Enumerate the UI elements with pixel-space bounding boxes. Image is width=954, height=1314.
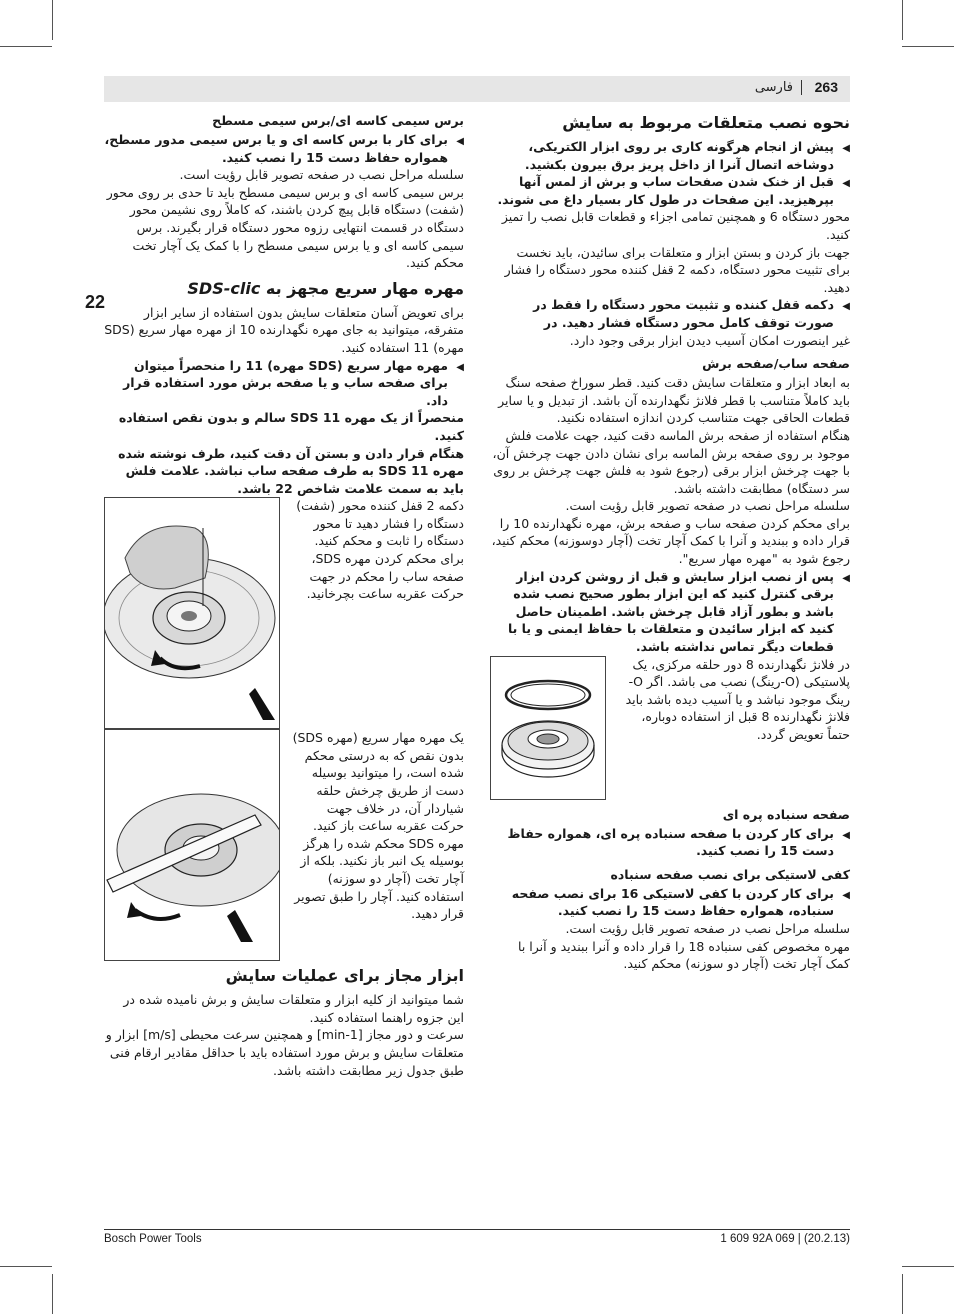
- paragraph: برس سیمی کاسه ای و برس سیمی مسطح باید تا حدی بر روی محور (شفت) دستگاه قابل پیچ کردن باشند، که کاملاً روی نشیمن محور دستگاه در قسمت انتهایی رزوه محور دستگاه قرار بگیرند. برس سیمی کاسه ای و یا برس سیمی مسطح را با کمک یک آچار تخت محکم کنید.: [106, 184, 464, 271]
- arrow-icon: ◀: [842, 829, 850, 841]
- warning-bullet: [490, 885, 850, 920]
- paragraph: مهره مخصوص کفی سنباده 18 را قرار داده و آنرا ببندید و آنرا با کمک آچار تخت (آچار دو سوزنه) محکم کنید.: [518, 938, 850, 972]
- paragraph: غیر اینصورت امکان آسیب دیدن ابزار برقی وجود دارد.: [569, 332, 850, 348]
- bullet-text: پیش از انجام هرگونه کاری بر روی ابزار الکتریکی، دوشاخه اتصال آنرا از داخل پریز برق بیرون بکشید.: [524, 139, 834, 172]
- crop-mark: [902, 46, 954, 47]
- bullet-text: قبل از خنک شدن صفحات ساب و برش از لمس آنها بپرهیزید. این صفحات در طول کار بسیار داغ می شوند.: [497, 174, 834, 207]
- warning-bullet: [490, 173, 850, 208]
- paragraph: محور دستگاه 6 و همچنین تمامی اجزاء و قطعات قابل نصب را تمیز کنید.: [501, 209, 850, 242]
- warning-bullet: [490, 138, 850, 173]
- left-column: [84, 112, 464, 1079]
- crop-mark: [0, 1266, 52, 1267]
- crop-mark: [902, 1266, 954, 1267]
- bullet-text: مهره مهار سریع (SDS مهره) 11 را منحصراً میتوان برای صفحه ساب و یا صفحه برش مورد استفاده قرار داد.: [123, 357, 448, 408]
- bullet-text: برای کار کردن با کفی لاستیکی 16 برای نصب صفحه سنباده، همواره حفاظ دست 15 را نصب کنید.: [511, 885, 834, 919]
- footer-divider: [104, 1229, 850, 1230]
- page-number: 263: [814, 79, 838, 95]
- figure-caption: یک مهره مهار سریع (مهره SDS) بدون نقص که به درستی محکم شده است، را میتوانید بوسیله دست از طریق چرخش حلقه شیاردار آن، در خلاف جهت حرکت عقربه ساعت باز کنید. مهره SDS محکم شده را هرگز بوسیله یک انبر باز نکنید. بلکه از آچار تخت (آچار دو سوزنه) استفاده کنید. آچار را طبق تصویر قرار دهید.: [292, 730, 464, 922]
- subheading: کفی لاستیکی برای نصب صفحه سنباده: [610, 866, 850, 882]
- bullet-text: پس از نصب ابزار سایش و قبل از روشن کردن ابزار برقی کنترل کنید که این ابزار بطور صحیح نصب شده باشد و بطور آزاد قابل چرخش باشد. اطمینان حاصل کنید که ابزار سائیدن و متعلقات با حفاظ ایمنی و یا با قطعات دیگر تماس نداشته باشد.: [507, 568, 834, 655]
- paragraph: برای تعویض آسان متعلقات سایش بدون استفاده از سایر ابزار متفرقه، میتوانید به جای مهره نگهدارنده 10 از مهره مهار سریع (SDS مهره) 11 استفاده کنید.: [104, 304, 464, 355]
- paragraph: سلسله مراحل نصب در صفحه تصویر قابل رؤیت است.: [179, 167, 464, 183]
- bullet-text: برای کار با برس کاسه ای و یا برس سیمی مدور مسطح، همواره حفاظ دست 15 را نصب کنید.: [104, 132, 448, 165]
- paragraph: منحصراً از یک مهره SDS 11 سالم و بدون نقص استفاده کنید.: [118, 410, 464, 443]
- crop-mark: [52, 0, 53, 40]
- warning-bullet: [490, 825, 850, 860]
- paragraph: سلسله مراحل نصب در صفحه تصویر قابل رؤیت است.: [565, 498, 850, 514]
- figure-caption: در فلانژ نگهدارنده 8 دور حلقه مرکزی، یک پلاستیکی (O-رینگ) نصب می باشد. اگر O-رینگ موجود نباشد و یا آسیب دیده باشد باید فلانژ نگهدارنده 8 قبل از استفاده دوباره، حتماً تعویض گردد.: [625, 656, 850, 742]
- page-header: [104, 76, 850, 102]
- arrow-icon: ◀: [842, 572, 850, 584]
- crop-mark: [902, 0, 903, 40]
- arrow-icon: ◀: [842, 143, 850, 154]
- arrow-icon: ◀: [456, 361, 464, 373]
- arrow-icon: ◀: [842, 178, 850, 190]
- paragraph: برای محکم کردن صفحه ساب و صفحه برش، مهره نگهدارنده 10 را قرار داده و ببندید و آنرا با کمک آچار تخت (آچار دوسوزنه) محکم کنید، رجوع شود به "مهره مهار سریع".: [491, 515, 850, 567]
- warning-bullet: [104, 131, 464, 166]
- right-column: [490, 112, 850, 973]
- sds-loosen-figure: [104, 729, 280, 961]
- paragraph: هنگام استفاده از صفحه برش الماسه دقت کنید، جهت علامت فلش موجود بر روی صفحه برش الماسه برای نشان دادن جهت چرخش آن، با جهت چرخش ابزار برقی (رجوع شود به فلش جهت چرخش بر روی سر دستگاه) مطابقت داشته باشد.: [492, 427, 850, 496]
- wrench-illustration: [105, 730, 279, 960]
- grinder-illustration: [105, 498, 279, 728]
- arrow-icon: ◀: [456, 136, 464, 147]
- arrow-icon: ◀: [842, 889, 850, 901]
- paragraph: جهت باز کردن و بستن ابزار و متعلقات برای سائیدن، باید نخست برای تثبیت محور دستگاه، دکمه 2 قفل کننده محور دستگاه را فشار دهید.: [504, 244, 850, 295]
- reference-number-22: 22: [84, 292, 105, 313]
- warning-bullet: [490, 296, 850, 331]
- warning-bullet: [490, 568, 850, 656]
- figure-caption: دکمه 2 قفل کننده محور (شفت) دستگاه را فشار دهید تا محور دستگاه را ثابت و محکم کنید. برای محکم کردن مهره SDS، صفحه ساب را محکم در جهت حرکت عقربه ساعت بچرخانید.: [296, 498, 464, 602]
- sds-tighten-figure: [84, 292, 280, 729]
- paragraph: شما میتوانید از کلیه ابزار و متعلقات سایش و برش نامیده شده در این جزوه راهنما استفاده کنید.: [123, 992, 464, 1025]
- paragraph: هنگام قرار دادن و بستن آن دقت کنید، طرف نوشته شده مهره SDS 11 به طرف صفحه ساب نباشد. علامت فلش باید به سمت علامت شاخص 22 باشد.: [118, 445, 464, 496]
- paragraph: سرعت و دور مجاز [min-1] و همچنین سرعت محیطی [m/s] ابزار و متعلقات سایش و برش مورد استفاده باید با حداقل مقادیر ارقام فنی طبق جدول زیر مطابقت داشته باشد.: [105, 1027, 464, 1078]
- subheading: صفحه سنباده پره ای: [722, 806, 850, 822]
- arrow-icon: ◀: [842, 301, 850, 313]
- crop-mark: [52, 1274, 53, 1314]
- bullet-text: دکمه قفل کننده و تثبیت محور دستگاه را فقط در صورت توقف کامل محور دستگاه فشار دهید. در: [533, 297, 834, 330]
- section-title: ابزار مجاز برای عملیات سایش: [225, 966, 464, 986]
- crop-mark: [0, 46, 52, 47]
- subheading: برس سیمی کاسه ای/برس سیمی مسطح: [212, 113, 464, 128]
- figure-row: [104, 729, 464, 961]
- subheading: صفحه ساب/صفحه برش: [702, 356, 850, 372]
- bullet-text: برای کار کردن با صفحه سنباده پره ای، همواره حفاظ دست 15 را نصب کنید.: [507, 825, 834, 859]
- flange-oring-figure: [490, 656, 606, 800]
- footer-doc-id: 1 609 92A 069 | (20.2.13): [720, 1233, 850, 1245]
- paragraph: سلسله مراحل نصب در صفحه تصویر قابل رؤیت است.: [565, 921, 850, 936]
- sds-clic-logo: SDS-clic: [187, 278, 261, 298]
- header-language: فارسی: [755, 80, 802, 95]
- crop-mark: [902, 1274, 903, 1314]
- figure-row: [490, 656, 850, 800]
- title-text: مهره مهار سریع مجهز به: [265, 278, 464, 298]
- flange-illustration: [491, 657, 605, 799]
- warning-bullet: [104, 357, 464, 410]
- footer-brand: Bosch Power Tools: [104, 1233, 202, 1245]
- section-title: نحوه نصب متعلقات مربوط به سایش: [562, 113, 850, 132]
- section-title: [104, 278, 464, 300]
- paragraph: به ابعاد ابزار و متعلقات سایش دقت کنید. قطر سوراخ صفحه سنگ باید کاملاً متناسب با قطر فلانژ نگهدارنده آن باشد. از تبدیل و یا سایر قطعات الحاقی جهت متناسب کردن اندازه استفاده نکنید.: [498, 375, 850, 426]
